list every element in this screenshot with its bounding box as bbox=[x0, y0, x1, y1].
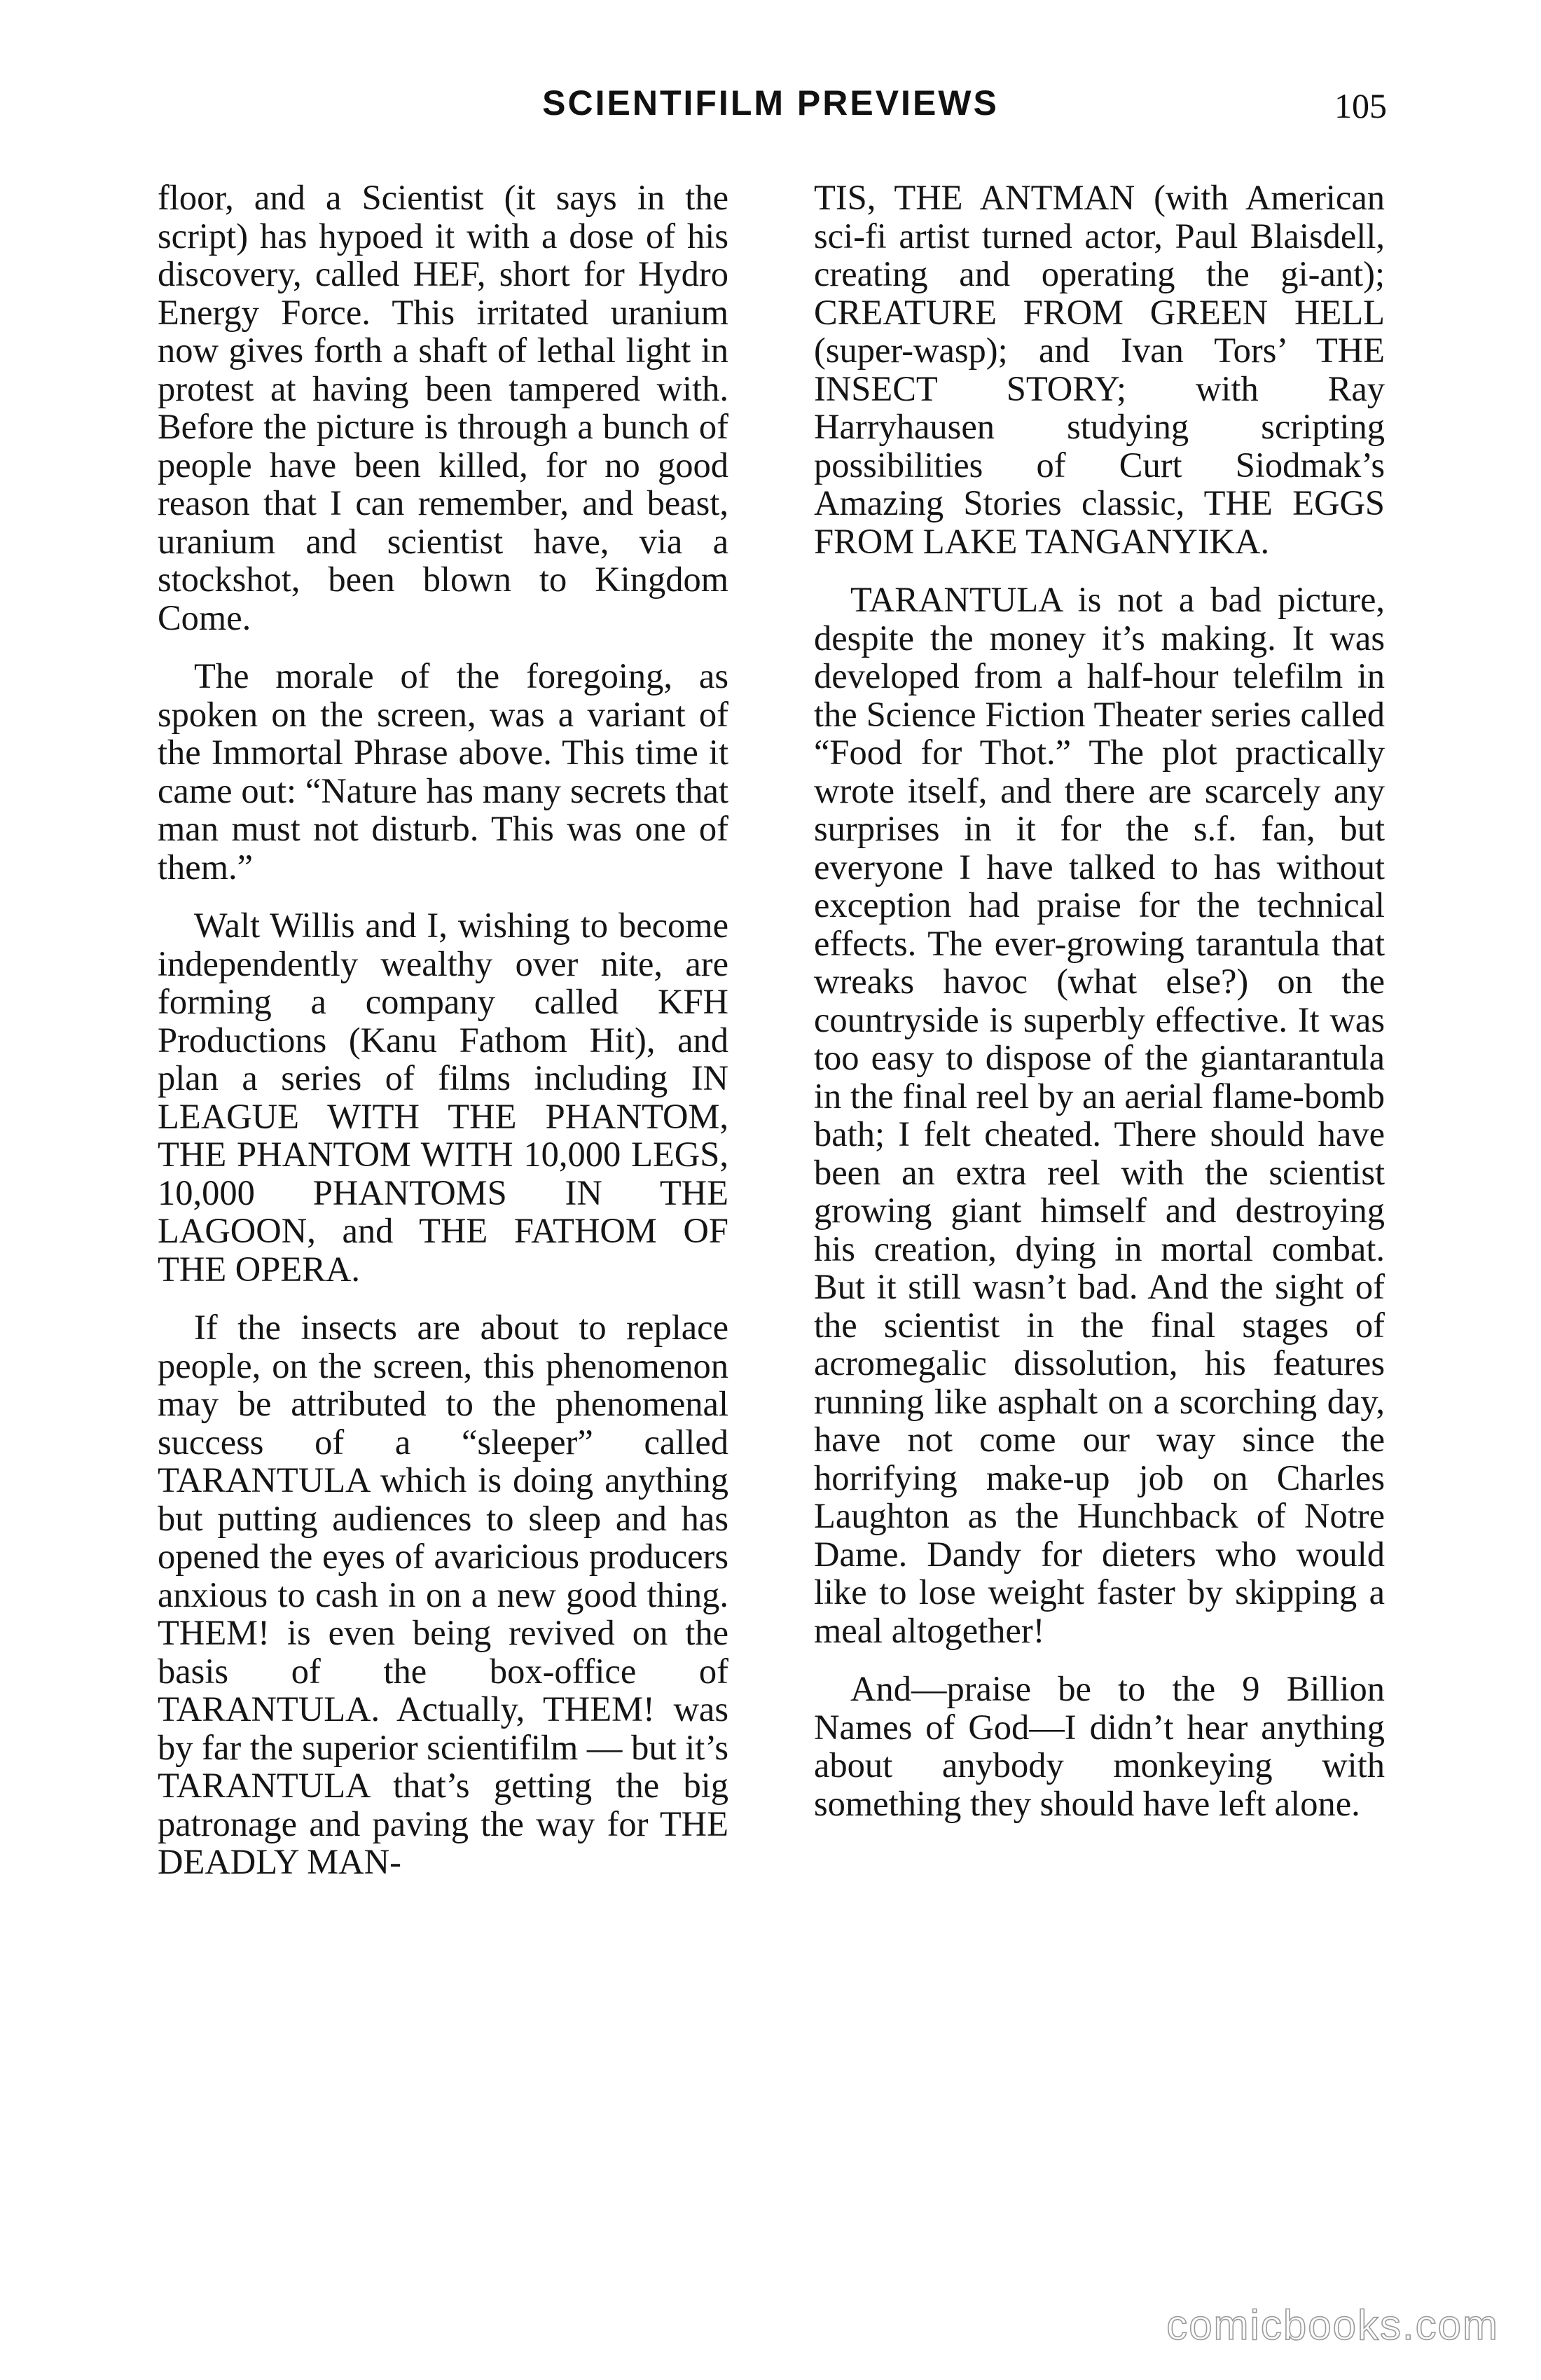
paragraph: If the insects are about to replace people, on the screen, this phenomenon may be attributed to the phenomenal success of a “sleeper” called TARANTULA which is doing anything but putting audiences to sleep and has opened the eyes of avaricious producers anxious to cash in on a new good thing. THEM! is even being revived on the basis of the box-office of TARANTULA. Actually, THEM! was by far the superior scientifilm — but it’s TARANTULA that’s getting the big patronage and paving the way for THE DEADLY MAN- bbox=[158, 1308, 728, 1881]
watermark: comicbooks.com bbox=[1166, 2302, 1499, 2348]
paragraph: The morale of the foregoing, as spoken on the screen, was a variant of the Immortal Phrase above. This time it came out: “Nature has many secrets that man must not disturb. This was one of them.” bbox=[158, 656, 728, 887]
paragraph: Walt Willis and I, wishing to become independently wealthy over nite, are forming a company called KFH Productions (Kanu Fathom Hit), and plan a series of films including IN LEAGUE WITH THE PHANTOM, THE PHANTOM WITH 10,000 LEGS, 10,000 PHANTOMS IN THE LAGOON, and THE FATHOM OF THE OPERA. bbox=[158, 906, 728, 1289]
paragraph: TIS, THE ANTMAN (with American sci-fi artist turned actor, Paul Blaisdell, creating and operating the gi-ant); CREATURE FROM GREEN HELL (super-wasp); and Ivan Tors’ THE INSECT STORY; with Ray Harryhausen studying scripting possibilities of Curt Siodmak’s Amazing Stories classic, THE EGGS FROM LAKE TANGANYIKA. bbox=[814, 178, 1385, 561]
paragraph: TARANTULA is not a bad picture, despite the money it’s making. It was developed from a half-hour telefilm in the Science Fiction Theater series called “Food for Thot.” The plot practically wrote itself, and there are scarcely any surprises in it for the s.f. fan, but everyone I have talked to has without exception had praise for the technical effects. The ever-growing tarantula that wreaks havoc (what else?) on the countryside is superbly effective. It was too easy to dispose of the giantarantula in the final reel by an aerial flame-bomb bath; I felt cheated. There should have been an extra reel with the scientist growing giant himself and destroying his creation, dying in mortal combat. But it still wasn’t bad. And the sight of the scientist in the final stages of acromegalic dissolution, his features running like asphalt on a scorching day, have not come our way since the horrifying make-up job on Charles Laughton as the Hunchback of Notre Dame. Dandy for dieters who would like to lose weight faster by skipping a meal altogether! bbox=[814, 580, 1385, 1650]
paragraph: And—praise be to the 9 Billion Names of God—I didn’t hear anything about anybody monkeying with something they should have left alone. bbox=[814, 1669, 1385, 1823]
left-column bbox=[158, 179, 728, 1902]
running-head: SCIENTIFILM PREVIEWS bbox=[542, 83, 999, 123]
page-number: 105 bbox=[1334, 86, 1387, 125]
right-column bbox=[814, 179, 1385, 1843]
paragraph: floor, and a Scientist (it says in the script) has hypoed it with a dose of his discovery, called HEF, short for Hydro Energy Force. This irritated uranium now gives forth a shaft of lethal light in protest at having been tampered with. Before the picture is through a bunch of people have been killed, for no good reason that I can remember, and beast, uranium and scientist have, via a stockshot, been blown to Kingdom Come. bbox=[158, 178, 728, 637]
